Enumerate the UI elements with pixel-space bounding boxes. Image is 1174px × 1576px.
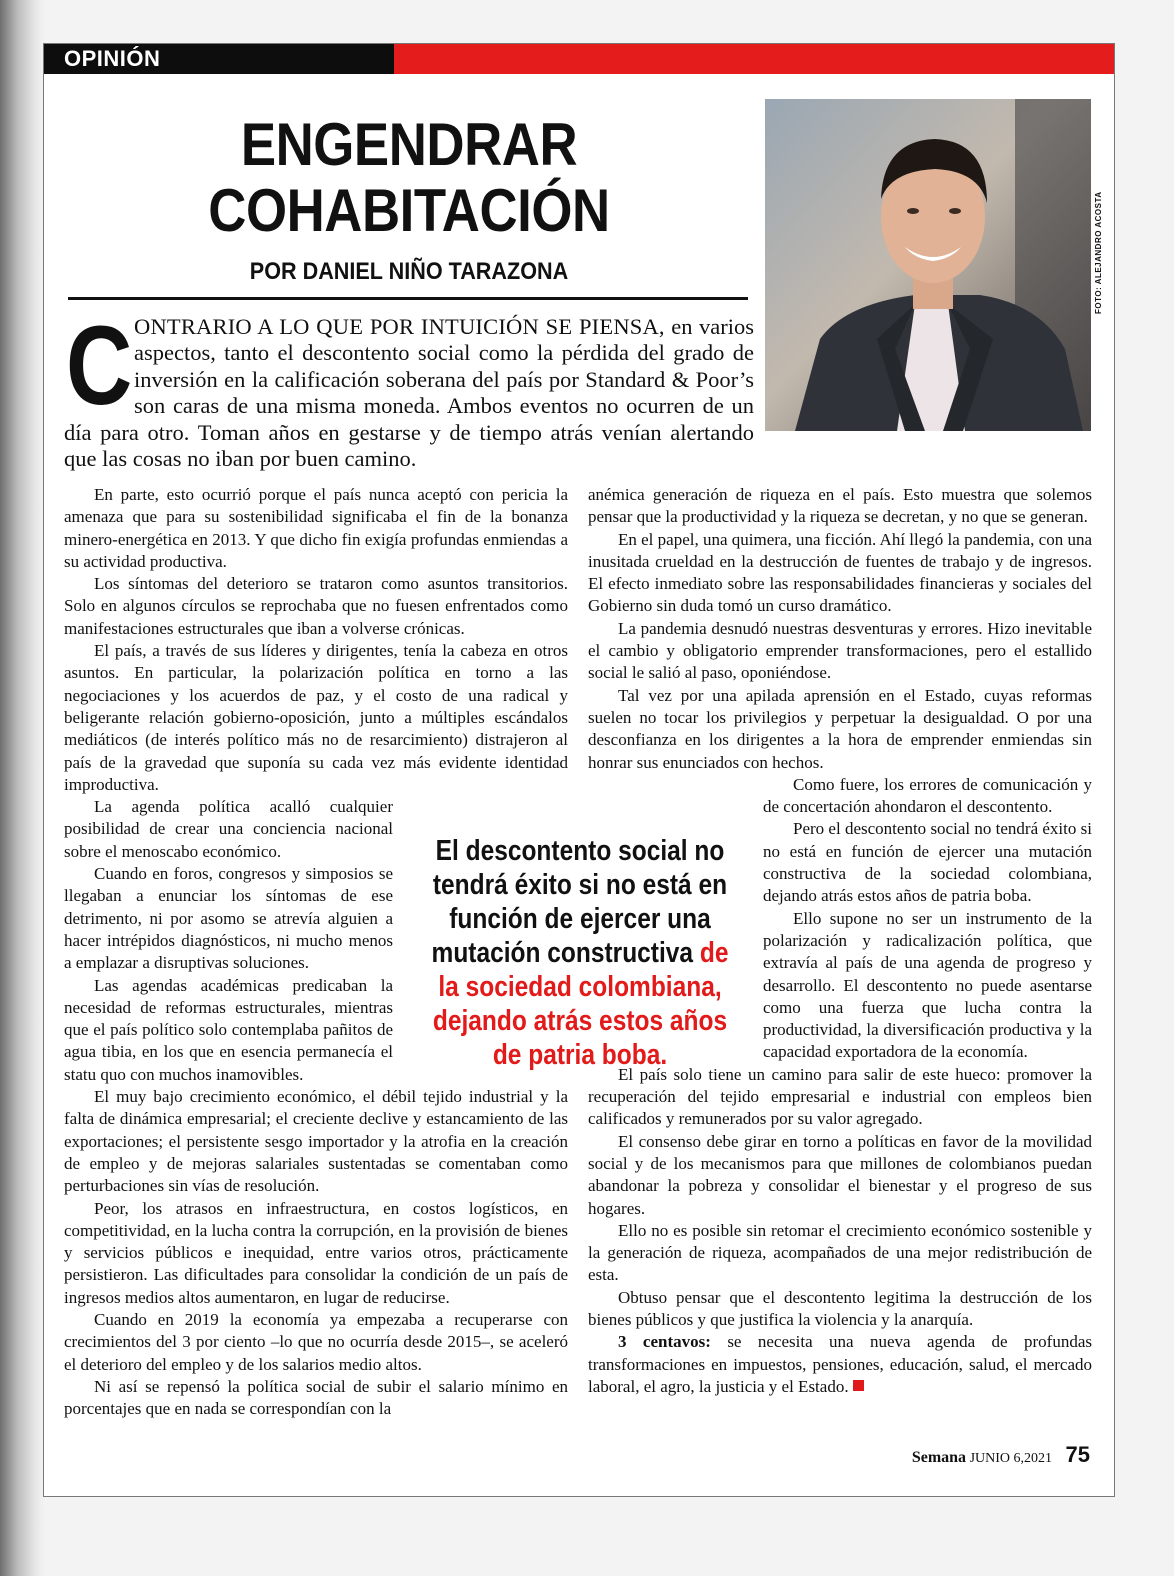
lead-paragraph bbox=[64, 303, 754, 472]
paragraph: La pandemia desnudó nuestras desventuras y errores. Hizo inevitable el cambio y obligatorio emprender transformaciones, pero el estallido social le salió al paso, oponiéndose. bbox=[588, 618, 1092, 683]
paragraph: Ello no es posible sin retomar el crecimiento económico sostenible y la generación de riqueza, acompañados de una mejor redistribución de esta. bbox=[588, 1220, 1092, 1285]
paragraph: Como fuere, los errores de comunicación y de concertación ahondaron el descontento. bbox=[763, 774, 1092, 817]
paragraph: Obtuso pensar que el descontento legitima la destrucción de los bienes públicos y que justifica la violencia y la anarquía. bbox=[588, 1287, 1092, 1329]
section-accent-bar bbox=[394, 44, 1114, 74]
title-line-1: ENGENDRAR bbox=[240, 111, 578, 178]
author-portrait-illustration bbox=[765, 99, 1091, 431]
issue-date: JUNIO 6,2021 bbox=[969, 1451, 1053, 1466]
lead-text: en varios aspectos, tanto el descontento social como la pérdida del grado de inversión en la calificación soberana del país por Standard & Poor’s son caras de una misma moneda. Ambos eventos no ocurren de un día para otro. Toman años en gestarse y de tiempo atrás venían alertando que las cosas no iban por buen camino. bbox=[64, 314, 754, 472]
paragraph: El muy bajo crecimiento económico, el débil tejido industrial y la falta de dinámica empresarial; el creciente declive y estancamiento de las exportaciones; el persistente sesgo importador y la atrofia en la creación de empleo y de mejoras salariales sustentadas se comentaban como perturbaciones sin vías de resolución. bbox=[64, 1087, 568, 1196]
photo-credit: FOTO: ALEJANDRO ACOSTA bbox=[1094, 191, 1103, 314]
closing-paragraph bbox=[588, 1331, 1092, 1398]
section-label: OPINIÓN bbox=[44, 44, 394, 74]
pull-quote-red-text: de la sociedad colombiana, dejando atrás estos años de patria boba. bbox=[432, 937, 729, 1071]
paragraph: Ello supone no ser un instrumento de la polarización y radicalización política, que extravía al país de una agenda de progreso y desarrollo. El descontento no puede asentarse como una fuerza que lucha contra la productividad, la diversificación productiva y la capacidad exportadora de la economía. bbox=[763, 908, 1092, 1062]
lead-caps-text: ONTRARIO A LO QUE POR INTUICIÓN SE PIENSA, bbox=[134, 314, 665, 339]
pull-quote-black-text: El descontento social no tendrá éxito si no está en función de ejercer una mutación constructiva bbox=[431, 835, 728, 969]
paragraph: Las agendas académicas predicaban la necesidad de reformas estructurales, mientras que el país político solo contemplaba pañitos de agua tibia, en los que en esencia permanecía el statu quo con muchos inamovibles. bbox=[64, 975, 393, 1084]
paragraph: Cuando en foros, congresos y simposios se llegaban a enunciar los síntomas de ese detrimento, ni por asomo se atrevía alguien a hacer intrépidos diagnósticos, ni mucho menos a emplazar a disruptivas soluciones. bbox=[64, 864, 393, 973]
paragraph: El país solo tiene un camino para salir de este hueco: promover la recuperación del tejido empresarial e industrial con empleos bien calificados y remunerados por su valor agregado. bbox=[588, 1064, 1092, 1129]
magazine-name: Semana bbox=[911, 1449, 967, 1466]
magazine-page bbox=[44, 44, 1114, 1496]
paragraph: Tal vez por una apilada aprensión en el Estado, cuyas reformas suelen no tocar los privilegios y perpetuar la desigualdad. O por una desconfianza en los dirigentes a la hora de emprender enmiendas sin honrar sus enunciados con hechos. bbox=[588, 685, 1092, 772]
paragraph: anémica generación de riqueza en el país. Esto muestra que solemos pensar que la productividad y la riqueza se decretan, y no que se generan. bbox=[588, 485, 1092, 527]
header-divider bbox=[68, 297, 748, 300]
byline: POR DANIEL NIÑO TARAZONA bbox=[249, 258, 569, 285]
paragraph: En parte, esto ocurrió porque el país nunca aceptó con pericia la amenaza que para su sostenibilidad significaba el fin de la bonanza minero-energética en 2013. Y que dicho fin exigía profundas enmiendas a su actividad productiva. bbox=[64, 485, 568, 571]
paragraph: La agenda política acalló cualquier posibilidad de crear una conciencia nacional sobre el menoscabo económico. bbox=[64, 797, 393, 861]
closing-label: 3 centavos: bbox=[618, 1332, 711, 1352]
paragraph: El país, a través de sus líderes y dirigentes, tenía la cabeza en otros asuntos. En particular, la polarización política en torno a las negociaciones y los acuerdos de paz, y el costo de una radical y beligerante relación gobierno-oposición, junto a múltiples escándalos mediáticos (de interés político más no de resarcimiento) distrajeron al país de la gravedad que suponía su cada vez más evidente identidad improductiva. bbox=[64, 641, 568, 794]
article-title bbox=[105, 112, 712, 244]
pull-quote bbox=[429, 834, 732, 1072]
paragraph: Peor, los atrasos en infraestructura, en costos logísticos, en competitividad, en la lucha contra la corrupción, en la provisión de bienes y servicios públicos e inequidad, entre varios otros, prácticamente persistieron. Las dificultades para consolidar la condición de un país de ingresos medios altos aumentaron, en lugar de reducirse. bbox=[64, 1198, 568, 1307]
page-number: 75 bbox=[1065, 1442, 1090, 1467]
drop-cap: C bbox=[66, 303, 133, 428]
author-photo bbox=[765, 99, 1091, 431]
end-mark-icon bbox=[853, 1380, 864, 1391]
paragraph: El consenso debe girar en torno a políticas en favor de la movilidad social y de los mecanismos para que millones de colombianos puedan abandonar la pobreza y consolidar el bienestar y el progreso de sus hogares. bbox=[588, 1131, 1092, 1218]
page-footer bbox=[912, 1442, 1090, 1468]
paragraph: Cuando en 2019 la economía ya empezaba a recuperarse con crecimientos del 3 por ciento –lo que no ocurría desde 2015–, se aceleró el deterioro del empleo y de los salarios medio altos. bbox=[64, 1309, 568, 1374]
title-line-2: COHABITACIÓN bbox=[208, 177, 610, 244]
paragraph: En el papel, una quimera, una ficción. Ahí llegó la pandemia, con una inusitada crueldad en la destrucción de fuentes de trabajo y de ingresos. El efecto inmediato sobre las responsabilidades financieras y sociales del Gobierno sin duda tomó un curso dramático. bbox=[588, 529, 1092, 616]
closing-text: se necesita una nueva agenda de profundas transformaciones en impuestos, pensiones, educación, salud, el mercado laboral, el agro, la justicia y el Estado. bbox=[588, 1332, 1092, 1396]
paragraph: Los síntomas del deterioro se trataron como asuntos transitorios. Solo en algunos círculos se reprochaba que no fuesen enfrentados como manifestaciones estructurales que iban a volverse crónicas. bbox=[64, 574, 568, 638]
section-header-bar bbox=[44, 44, 1114, 74]
paragraph: Pero el descontento social no tendrá éxito si no está en función de ejercer una mutación constructiva de la sociedad colombiana, dejando atrás estos años de patria boba. bbox=[763, 819, 1092, 906]
paragraph: Ni así se repensó la política social de subir el salario mínimo en porcentajes que en nada se correspondían con la bbox=[64, 1376, 568, 1419]
